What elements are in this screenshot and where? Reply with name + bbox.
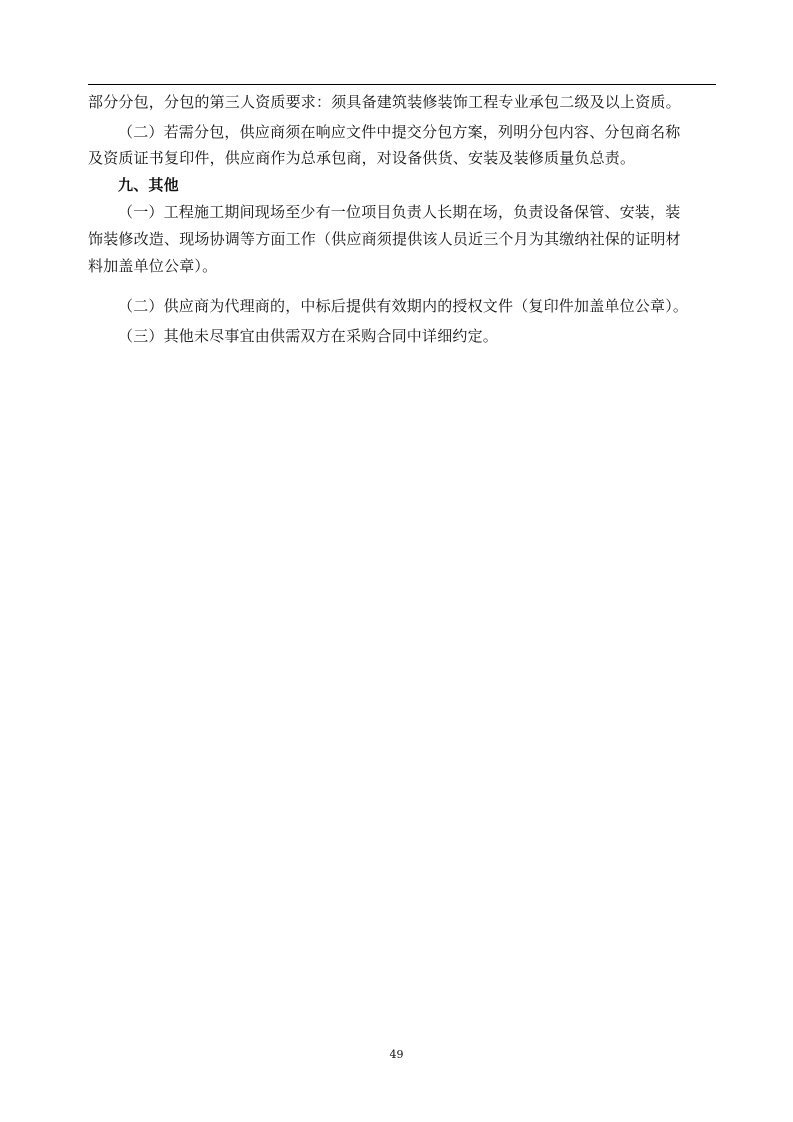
paragraph-line: 料加盖单位公章）。 [88, 257, 218, 275]
paragraph-line: （二）供应商为代理商的，中标后提供有效期内的授权文件（复印件加盖单位公章）。 [118, 297, 689, 315]
paragraph-line: （二）若需分包，供应商须在响应文件中提交分包方案，列明分包内容、分包商名称 [118, 123, 681, 141]
paragraph-line: （一）工程施工期间现场至少有一位项目负责人长期在场，负责设备保管、安装，装 [118, 203, 681, 221]
page-number: 49 [389, 1048, 404, 1061]
paragraph-line: 饰装修改造、现场协调等方面工作（供应商须提供该人员近三个月为其缴纳社保的证明材 [88, 230, 681, 248]
paragraph-line: 及资质证书复印件，供应商作为总承包商，对设备供货、安装及装修质量负总责。 [88, 149, 636, 167]
header-rule [88, 84, 716, 85]
paragraph-line: 部分分包，分包的第三人资质要求：须具备建筑装修装饰工程专业承包二级及以上资质。 [88, 93, 681, 111]
section-heading: 九、其他 [118, 176, 179, 194]
paragraph-line: （三）其他未尽事宜由供需双方在采购合同中详细约定。 [118, 327, 499, 345]
